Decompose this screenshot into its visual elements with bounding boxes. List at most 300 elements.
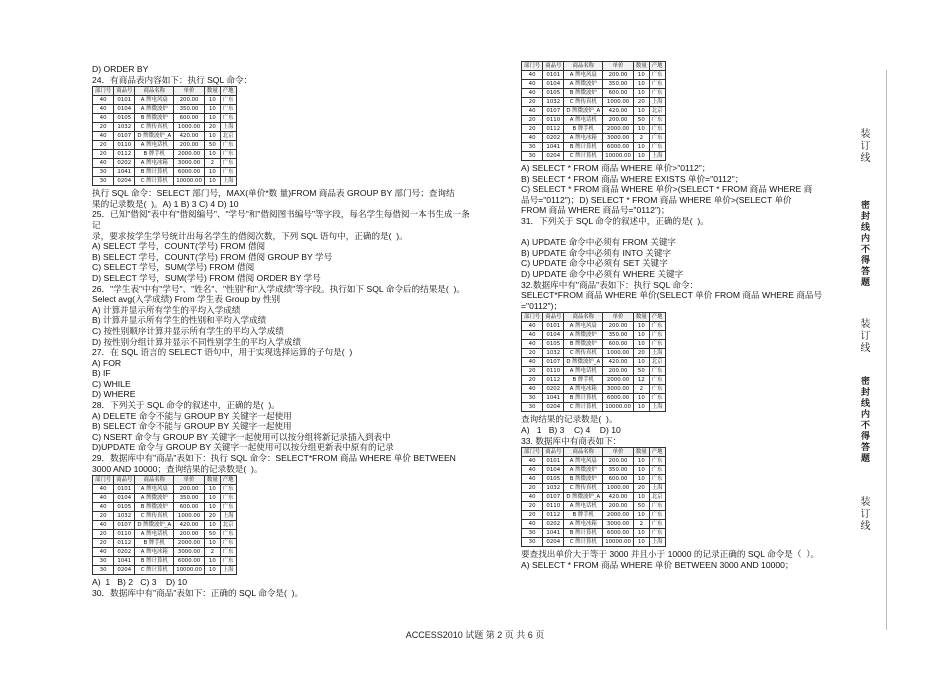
text-line: 果的记录数是( )。A) 1 B) 3 C) 4 D) 10 [92, 198, 239, 209]
table-cell: 600.00 [174, 114, 205, 123]
table-row [522, 529, 666, 538]
table-cell: B 牌微波炉 [135, 503, 174, 512]
column-header: 单价 [603, 313, 634, 322]
text-line: A) SELECT * FROM 商品 WHERE 单价>"0112"； [521, 163, 711, 173]
column-header: 商品号 [543, 448, 564, 457]
table-cell: 1032 [543, 484, 564, 493]
table-cell: 广东 [649, 529, 665, 538]
table-cell: 50 [633, 502, 649, 511]
table-cell: 10 [204, 177, 220, 186]
table-cell: C 牌计算机 [564, 152, 603, 161]
table-cell: 广东 [220, 114, 236, 123]
table-cell: 2000.00 [603, 376, 634, 385]
table-cell: 0107 [543, 493, 564, 502]
table-cell: C 牌计算机 [135, 177, 174, 186]
column-header: 部门号 [93, 476, 114, 485]
table-cell: C 牌计算机 [135, 566, 174, 575]
table-cell: 0104 [114, 105, 135, 114]
table-cell: 40 [522, 466, 543, 475]
table-cell: A 牌电冰箱 [135, 548, 174, 557]
table-cell: 200.00 [174, 96, 205, 105]
table-cell: 10000.00 [603, 152, 634, 161]
table-cell: 广东 [220, 150, 236, 159]
text-line: 24．有商品表内容如下：执行 SQL 命令： [92, 74, 253, 85]
text-line: 26．"学生表"中有"学号"、"姓名"、"性别"和"入学成绩"等字段。执行如下 SQL 命令后的结果是( )。 [92, 283, 465, 294]
table-cell: 30 [522, 394, 543, 403]
table-cell: 0110 [114, 530, 135, 539]
table-cell: A 牌电冰箱 [564, 520, 603, 529]
text-line: ="0112")； [521, 300, 563, 311]
table-row [522, 125, 666, 134]
table-cell: 20 [522, 98, 543, 107]
table-cell: 30 [93, 168, 114, 177]
table-cell: 40 [522, 340, 543, 349]
table-cell: 50 [633, 367, 649, 376]
table-cell: B 牌微波炉 [135, 114, 174, 123]
table-cell: 10 [204, 105, 220, 114]
table-cell: 20 [522, 367, 543, 376]
table-cell: 广东 [220, 168, 236, 177]
table-cell: 40 [522, 385, 543, 394]
table-cell: 20 [204, 123, 220, 132]
table-cell: 10000.00 [174, 566, 205, 575]
column-header: 产地 [649, 448, 665, 457]
table-cell: 广东 [220, 530, 236, 539]
table-cell: 2 [204, 159, 220, 168]
table-cell: 1041 [114, 557, 135, 566]
table-cell: 40 [522, 475, 543, 484]
table-cell: 0104 [543, 331, 564, 340]
table-cell: B 牌手机 [564, 376, 603, 385]
table-row [522, 116, 666, 125]
table-cell: 1041 [114, 168, 135, 177]
text-line: 要查找出单价大于等于 3000 并且小于 10000 的记录正确的 SQL 命令是（ ）。 [521, 549, 820, 560]
table-row [93, 557, 237, 566]
table-cell: B 牌微波炉 [564, 89, 603, 98]
table-cell: 10 [633, 340, 649, 349]
text-line: Select avg(入学成绩) From 学生表 Group by 性别 [92, 294, 281, 305]
binding-line-mark: 装订线 [858, 496, 869, 532]
table-cell: 2 [633, 134, 649, 143]
text-line: 25．已知"借阅"表中有"借阅编号"、"学号"和"借阅图书编号"等字段，每名学生每借阅一本书生成一条记 [92, 209, 470, 230]
text-line: C) UPDATE 命令中必须有 SET 关键字 [521, 258, 668, 269]
table-cell: 1032 [114, 512, 135, 521]
table-cell: 上海 [220, 123, 236, 132]
table-row [93, 539, 237, 548]
table-cell: 1032 [114, 123, 135, 132]
table-cell: B 牌手机 [564, 511, 603, 520]
table-cell: 40 [93, 105, 114, 114]
table-cell: 上海 [649, 349, 665, 358]
table-cell: A 牌电话机 [564, 116, 603, 125]
table-cell: 1032 [543, 349, 564, 358]
table-row [522, 358, 666, 367]
table-cell: 40 [522, 520, 543, 529]
table-cell: 0110 [543, 502, 564, 511]
table-row [522, 80, 666, 89]
table-cell: B 牌手机 [135, 150, 174, 159]
text-line: 33. 数据库中有商表如下： [521, 435, 622, 446]
table-cell: 10 [633, 538, 649, 547]
table-cell: 420.00 [603, 493, 634, 502]
table-cell: 广东 [649, 367, 665, 376]
table-header-row [93, 476, 237, 485]
table-row [93, 503, 237, 512]
table-cell: 0101 [543, 457, 564, 466]
table-cell: 广东 [649, 502, 665, 511]
column-header: 产地 [220, 476, 236, 485]
table-cell: A 牌电风扇 [135, 485, 174, 494]
table-cell: 6000.00 [174, 168, 205, 177]
text-line: 30．数据库中有"商品"表如下：正确的 SQL 命令是( )。 [92, 587, 304, 598]
table-cell: 1000.00 [174, 123, 205, 132]
column-header: 商品名称 [564, 448, 603, 457]
column-header: 部门号 [522, 448, 543, 457]
no-answer-mark: 密封线内不得答题 [859, 376, 869, 464]
table-cell: A 牌电冰箱 [564, 385, 603, 394]
table-cell: 广东 [649, 511, 665, 520]
text-block-2 [92, 188, 476, 474]
right-column [521, 60, 845, 570]
table-cell: 6000.00 [603, 143, 634, 152]
table-cell: 广东 [649, 475, 665, 484]
table-cell: 0107 [114, 132, 135, 141]
column-header: 部门号 [93, 87, 114, 96]
product-table-q32 [521, 312, 666, 412]
table-cell: 0112 [543, 511, 564, 520]
table-cell: 北京 [649, 107, 665, 116]
table-cell: B 牌计算机 [564, 143, 603, 152]
text-line: A) 计算并显示所有学生的平均入学成绩 [92, 304, 241, 315]
binding-line-mark: 装订线 [858, 318, 869, 354]
table-cell: 20 [93, 150, 114, 159]
table-cell: 3000.00 [603, 385, 634, 394]
text-line: 查询结果的记录数是( )。 [521, 414, 618, 425]
table-cell: D 牌微波炉_A [564, 107, 603, 116]
table-cell: 40 [93, 159, 114, 168]
table-row [93, 512, 237, 521]
column-header: 单价 [603, 62, 634, 71]
text-line: 录，要求按学生学号统计出每名学生的借阅次数，下列 SQL 语句中，正确的是( )。 [92, 230, 408, 241]
table-cell: 20 [522, 502, 543, 511]
table-cell: 3000.00 [603, 134, 634, 143]
column-header: 商品号 [114, 476, 135, 485]
text-line: C) WHILE [92, 378, 131, 389]
table-row [522, 538, 666, 547]
table-cell: 0202 [543, 134, 564, 143]
table-row [93, 150, 237, 159]
table-cell: 广东 [649, 71, 665, 80]
table-cell: B 牌微波炉 [564, 475, 603, 484]
table-cell: C 牌计算机 [564, 403, 603, 412]
table-cell: 10 [633, 152, 649, 161]
table-cell: C 牌传真机 [135, 512, 174, 521]
table-cell: 10 [633, 511, 649, 520]
table-cell: 广东 [649, 376, 665, 385]
table-cell: 2 [633, 385, 649, 394]
table-cell: 上海 [220, 512, 236, 521]
table-cell: 0107 [543, 358, 564, 367]
table-cell: 3000.00 [174, 548, 205, 557]
table-cell: 0105 [114, 503, 135, 512]
table-cell: 广东 [220, 494, 236, 503]
table-cell: 广东 [649, 125, 665, 134]
column-header: 商品名称 [135, 87, 174, 96]
text-line: C) SELECT 学号，SUM(学号) FROM 借阅 [92, 262, 255, 273]
table-cell: 20 [633, 349, 649, 358]
table-cell: C 牌计算机 [564, 538, 603, 547]
table-cell: 350.00 [174, 105, 205, 114]
table-cell: 200.00 [603, 457, 634, 466]
table-cell: 0101 [543, 71, 564, 80]
table-cell: 广东 [220, 141, 236, 150]
table-cell: 北京 [220, 132, 236, 141]
column-header: 商品名称 [564, 62, 603, 71]
table-cell: 40 [522, 80, 543, 89]
text-line: B) SELECT * FROM 商品 WHERE EXISTS 单价="0112"； [521, 173, 744, 184]
table-row [93, 548, 237, 557]
table-cell: 上海 [649, 98, 665, 107]
table-cell: A 牌电冰箱 [564, 134, 603, 143]
table-cell: 40 [522, 89, 543, 98]
table-cell: 10 [633, 358, 649, 367]
table-row [522, 98, 666, 107]
table-cell: B 牌计算机 [135, 557, 174, 566]
table-cell: 0112 [114, 539, 135, 548]
page-footer: ACCESS2010 试题 第 2 页 共 6 页 [405, 630, 545, 640]
table-cell: 20 [633, 98, 649, 107]
table-cell: 10 [204, 96, 220, 105]
text-line: A) UPDATE 命令中必须有 FROM 关键字 [521, 237, 677, 248]
table-cell: 广东 [649, 331, 665, 340]
table-cell: 2 [204, 548, 220, 557]
text-line: B) 计算并显示所有学生的性别和平均入学成绩 [92, 315, 267, 326]
table-cell: 10 [633, 322, 649, 331]
table-cell: A 牌电风扇 [135, 96, 174, 105]
table-cell: 6000.00 [174, 557, 205, 566]
table-cell: 10 [204, 521, 220, 530]
text-line: SELECT*FROM 商品 WHERE 单价(SELECT 单价 FROM 商品 WHERE 商品号 [521, 290, 823, 301]
table-cell: 30 [522, 538, 543, 547]
table-cell: B 牌手机 [564, 125, 603, 134]
table-cell: A 牌微波炉 [564, 80, 603, 89]
table-cell: 40 [93, 485, 114, 494]
table-cell: 10 [633, 403, 649, 412]
table-cell: 1041 [543, 394, 564, 403]
table-row [93, 123, 237, 132]
table-row [522, 71, 666, 80]
table-header-row [93, 87, 237, 96]
table-cell: 40 [522, 134, 543, 143]
table-cell: 0104 [543, 466, 564, 475]
column-header: 产地 [220, 87, 236, 96]
table-cell: 广东 [649, 80, 665, 89]
table-row [522, 520, 666, 529]
table-cell: 20 [522, 125, 543, 134]
table-cell: 50 [633, 116, 649, 125]
table-cell: 600.00 [603, 89, 634, 98]
table-cell: 广东 [649, 466, 665, 475]
table-cell: B 牌计算机 [564, 529, 603, 538]
text-block-6 [521, 549, 845, 570]
table-row [93, 114, 237, 123]
table-cell: 10 [204, 566, 220, 575]
column-header: 产地 [649, 62, 665, 71]
table-cell: 420.00 [174, 132, 205, 141]
table-cell: 200.00 [174, 530, 205, 539]
table-row [522, 89, 666, 98]
table-cell: 10 [204, 168, 220, 177]
table-row [522, 502, 666, 511]
table-row [93, 168, 237, 177]
table-cell: A 牌微波炉 [135, 494, 174, 503]
table-cell: A 牌微波炉 [135, 105, 174, 114]
table-cell: 0105 [543, 340, 564, 349]
table-cell: 40 [93, 521, 114, 530]
table-row [522, 511, 666, 520]
table-cell: 420.00 [603, 358, 634, 367]
text-line: 执行 SQL 命令：SELECT 部门号，MAX(单价*数 量)FROM 商品表 GROUP BY 部门号；查询结 [92, 188, 455, 199]
table-cell: C 牌传真机 [564, 484, 603, 493]
table-cell: D 牌微波炉_A [564, 493, 603, 502]
table-cell: 40 [93, 548, 114, 557]
column-header: 商品名称 [135, 476, 174, 485]
table-cell: 20 [93, 539, 114, 548]
table-cell: 20 [522, 349, 543, 358]
table-cell: 200.00 [603, 322, 634, 331]
table-row [93, 132, 237, 141]
text-line: C) SELECT * FROM 商品 WHERE 单价>(SELECT * FROM 商品 WHERE 商 [521, 184, 813, 195]
text-block-4 [521, 163, 845, 311]
table-cell: 广东 [220, 159, 236, 168]
table-cell: 广东 [649, 520, 665, 529]
table-cell: 40 [522, 322, 543, 331]
product-table-q29 [92, 475, 237, 575]
table-cell: 0112 [114, 150, 135, 159]
table-cell: 上海 [220, 566, 236, 575]
table-cell: 350.00 [174, 494, 205, 503]
table-cell: 20 [93, 530, 114, 539]
table-cell: 上海 [649, 403, 665, 412]
text-line: A) SELECT * FROM 商品 WHERE 单价 BETWEEN 3000 AND 10000； [521, 559, 794, 570]
table-row [93, 494, 237, 503]
table-cell: 6000.00 [603, 529, 634, 538]
column-header: 商品号 [114, 87, 135, 96]
table-cell: 1041 [543, 143, 564, 152]
table-row [93, 159, 237, 168]
text-block-3 [92, 577, 476, 598]
table-row [522, 376, 666, 385]
table-cell: 10 [633, 457, 649, 466]
table-cell: 2000.00 [174, 150, 205, 159]
table-cell: 350.00 [603, 331, 634, 340]
table-cell: A 牌微波炉 [564, 466, 603, 475]
table-cell: 0110 [543, 367, 564, 376]
table-cell: 10 [633, 143, 649, 152]
table-cell: 广东 [649, 457, 665, 466]
table-cell: A 牌电风扇 [564, 71, 603, 80]
text-line: 3000 AND 10000；查询结果的记录数是( )。 [92, 463, 263, 474]
text-line: D) 按性别分组计算并显示不同性别学生的平均入学成绩 [92, 336, 302, 347]
table-cell: 10 [633, 80, 649, 89]
table-cell: 1032 [543, 98, 564, 107]
table-cell: 10 [204, 114, 220, 123]
table-cell: A 牌电风扇 [564, 457, 603, 466]
text-line: 29．数据库中有"商品"表如下：执行 SQL 命令：SELECT*FROM 商品 WHERE 单价 BETWEEN [92, 453, 456, 464]
table-row [522, 394, 666, 403]
table-cell: 上海 [649, 152, 665, 161]
column-header: 部门号 [522, 313, 543, 322]
table-cell: 40 [522, 493, 543, 502]
table-cell: 10 [204, 503, 220, 512]
table-cell: 3000.00 [603, 520, 634, 529]
table-row [522, 367, 666, 376]
table-cell: B 牌计算机 [564, 394, 603, 403]
text-line: B) SELECT 学号，COUNT(学号) FROM 借阅 GROUP BY 学号 [92, 251, 333, 262]
text-line: 31．下列关于 SQL 命令的叙述中，正确的是( )。 [521, 215, 709, 226]
table-cell: 40 [93, 132, 114, 141]
table-row [522, 340, 666, 349]
table-cell: 6000.00 [603, 394, 634, 403]
table-cell: 上海 [649, 484, 665, 493]
column-header: 商品号 [543, 313, 564, 322]
table-cell: 0110 [543, 116, 564, 125]
table-row [522, 385, 666, 394]
table-cell: 30 [522, 152, 543, 161]
text-line: 32.数据库中有"商品"表如下：执行 SQL 命令： [521, 279, 699, 290]
table-cell: C 牌传真机 [564, 98, 603, 107]
table-row [522, 107, 666, 116]
table-cell: D 牌微波炉_A [135, 132, 174, 141]
table-cell: 北京 [649, 493, 665, 502]
table-row [522, 475, 666, 484]
table-cell: 广东 [649, 89, 665, 98]
table-cell: 广东 [649, 340, 665, 349]
left-column [92, 64, 476, 598]
product-table-q33 [521, 447, 666, 547]
column-header: 单价 [174, 87, 205, 96]
table-cell: 20 [522, 484, 543, 493]
table-cell: 200.00 [603, 367, 634, 376]
table-cell: 200.00 [603, 502, 634, 511]
table-cell: 1000.00 [603, 484, 634, 493]
table-row [93, 177, 237, 186]
table-cell: A 牌电话机 [564, 502, 603, 511]
table-cell: 广东 [649, 322, 665, 331]
table-cell: 0202 [114, 548, 135, 557]
column-header: 数量 [633, 448, 649, 457]
table-cell: 420.00 [603, 107, 634, 116]
table-cell: 广东 [220, 105, 236, 114]
table-cell: 40 [93, 494, 114, 503]
table-cell: 广东 [220, 96, 236, 105]
binding-rule [886, 70, 887, 630]
table-row [522, 143, 666, 152]
table-cell: 北京 [649, 358, 665, 367]
table-cell: B 牌微波炉 [564, 340, 603, 349]
product-table-q24 [92, 86, 237, 186]
table-row [522, 322, 666, 331]
table-cell: 1041 [543, 529, 564, 538]
text-block-1 [92, 64, 476, 85]
table-header-row [522, 448, 666, 457]
table-cell: 10 [633, 475, 649, 484]
table-cell: 1000.00 [603, 349, 634, 358]
text-line: A) FOR [92, 357, 122, 368]
table-cell: 0202 [543, 520, 564, 529]
table-cell: 40 [93, 96, 114, 105]
text-line: 28．下列关于 SQL 命令的叙述中，正确的是( )。 [92, 400, 280, 411]
